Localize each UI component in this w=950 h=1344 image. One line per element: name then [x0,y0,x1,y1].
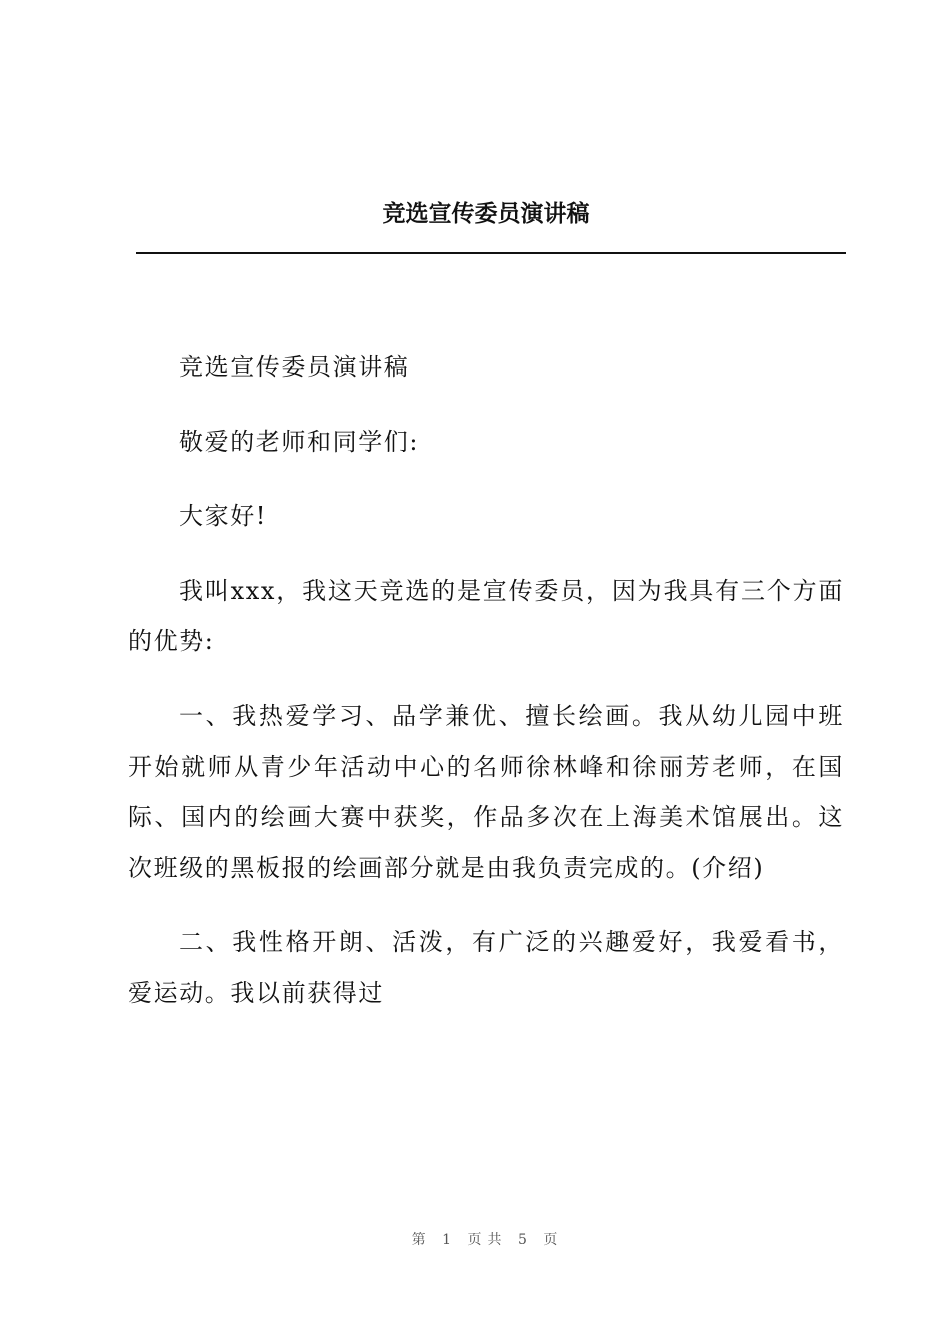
body-paragraph-heading: 竞选宣传委员演讲稿 [179,353,410,381]
body-paragraph-point-two: 二、我性格开朗、活泼，有广泛的兴趣爱好，我爱看书，爱运动。我以前获得过 [128,928,844,1007]
title-underline-rule [136,252,846,254]
page-number-footer [0,1228,950,1252]
footer-middle: 页共 [467,1232,508,1248]
body-paragraph-greeting: 大家好! [179,502,268,531]
document-title: 竞选宣传委员演讲稿 [382,200,590,227]
footer-total-pages: 5 [517,1232,533,1248]
body-paragraph-salutation: 敬爱的老师和同学们: [179,427,420,456]
body-paragraph-point-one: 一、我热爱学习、品学兼优、擅长绘画。我从幼儿园中班开始就师从青少年活动中心的名师徐林峰和徐丽芳老师，在国际、国内的绘画大赛中获奖，作品多次在上海美术馆展出。这次班级的黑板报的绘画部分就是由我负责完成的。(介绍) [128,701,844,882]
document-body [128,342,844,1043]
footer-suffix: 页 [543,1232,564,1248]
footer-current-page: 1 [442,1232,458,1248]
body-paragraph-introduction: 我叫xxx，我这天竞选的是宣传委员，因为我具有三个方面的优势: [128,576,844,656]
footer-prefix: 第 [411,1232,432,1248]
